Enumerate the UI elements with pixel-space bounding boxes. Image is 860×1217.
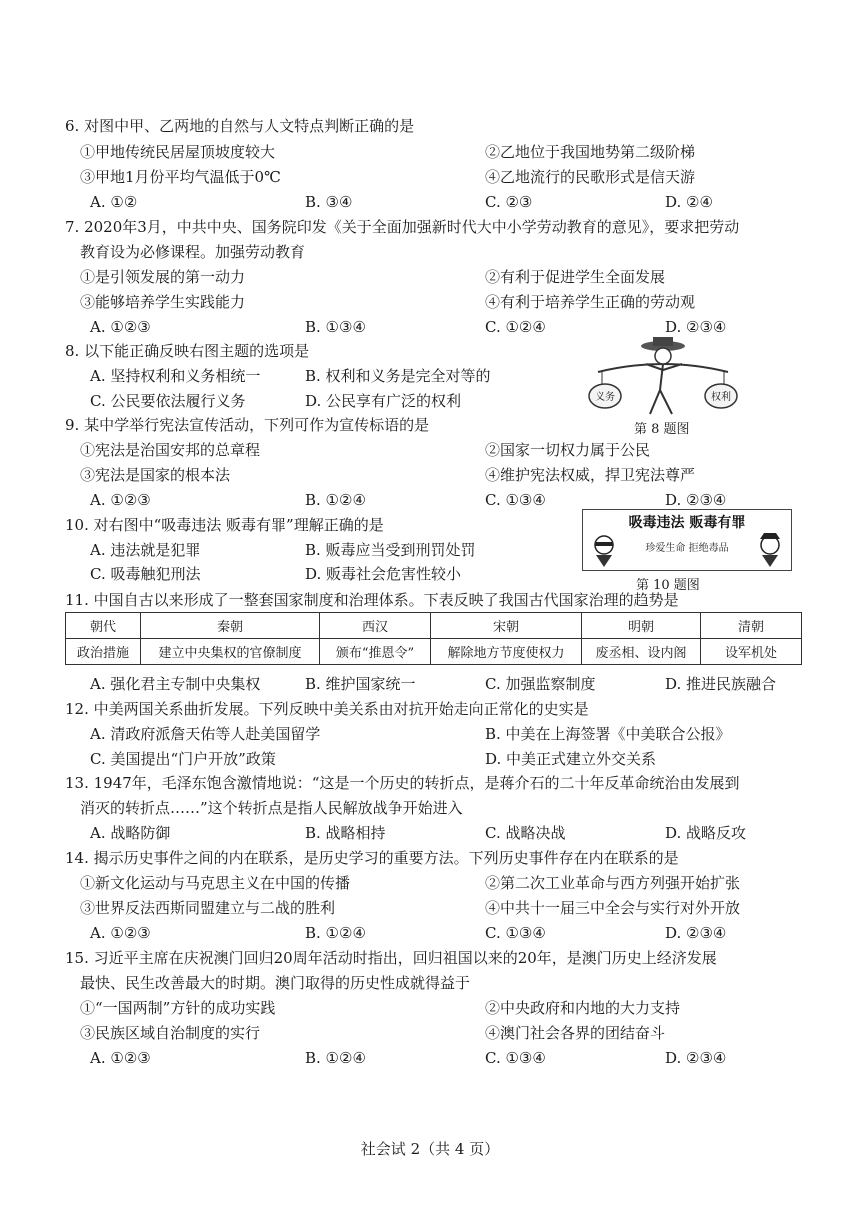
q15-statement-2: ②中央政府和内地的大力支持 bbox=[485, 999, 681, 1017]
page-footer: 社会试 2（共 4 页） bbox=[360, 1140, 500, 1158]
q15-stem-line-2: 最快、民生改善最大的时期。澳门取得的历史性成就得益于 bbox=[80, 974, 471, 992]
q9-option-c: C. ①③④ bbox=[485, 491, 546, 509]
q11-stem: 11. 中国自古以来形成了一整套国家制度和治理体系。下表反映了我国古代国家治理的趋势是 bbox=[65, 591, 679, 609]
q11-table bbox=[65, 612, 802, 665]
table-header-cell: 清朝 bbox=[701, 613, 802, 639]
q15-option-c: C. ①③④ bbox=[485, 1049, 546, 1067]
q9-statement-4: ④维护宪法权威，捍卫宪法尊严 bbox=[485, 466, 696, 484]
q7-statement-3: ③能够培养学生实践能力 bbox=[80, 293, 246, 311]
q15-statement-3: ③民族区域自治制度的实行 bbox=[80, 1024, 261, 1042]
q10-option-c: C. 吸毒触犯刑法 bbox=[90, 565, 201, 583]
q10-option-d: D. 贩毒社会危害性较小 bbox=[305, 565, 462, 583]
q15-option-a: A. ①②③ bbox=[90, 1049, 151, 1067]
table-header-cell: 西汉 bbox=[320, 613, 431, 639]
q13-option-d: D. 战略反攻 bbox=[665, 824, 747, 842]
q14-option-d: D. ②③④ bbox=[665, 924, 727, 942]
q13-stem-line-1: 13. 1947年，毛泽东饱含激情地说：“这是一个历史的转折点，是蒋介石的二十年反革命统治由发展到 bbox=[65, 774, 740, 792]
q14-stem: 14. 揭示历史事件之间的内在联系，是历史学习的重要方法。下列历史事件存在内在联系的是 bbox=[65, 849, 679, 867]
q13-option-b: B. 战略相持 bbox=[305, 824, 386, 842]
table-cell: 废丞相、设内阁 bbox=[582, 639, 701, 665]
table-cell: 解除地方节度使权力 bbox=[431, 639, 582, 665]
table-cell: 设军机处 bbox=[701, 639, 802, 665]
table-cell: 建立中央集权的官僚制度 bbox=[141, 639, 320, 665]
q7-option-c: C. ①②④ bbox=[485, 318, 546, 336]
q7-stem-line-1: 7. 2020年3月，中共中央、国务院印发《关于全面加强新时代大中小学劳动教育的意见》，要求把劳动 bbox=[65, 218, 740, 236]
q9-stem: 9. 某中学举行宪法宣传活动，下列可作为宣传标语的是 bbox=[65, 416, 430, 434]
q6-option-a: A. ①② bbox=[90, 193, 138, 211]
q14-option-c: C. ①③④ bbox=[485, 924, 546, 942]
q6-statement-1: ①甲地传统民居屋顶坡度较大 bbox=[80, 143, 276, 161]
q8-cartoon-figure bbox=[588, 334, 738, 422]
q14-statement-1: ①新文化运动与马克思主义在中国的传播 bbox=[80, 874, 351, 892]
q7-option-a: A. ①②③ bbox=[90, 318, 151, 336]
q7-stem-line-2: 教育设为必修课程。加强劳动教育 bbox=[80, 243, 306, 261]
q8-figure-caption: 第 8 题图 bbox=[634, 422, 690, 437]
q12-option-c: C. 美国提出“门户开放”政策 bbox=[90, 750, 276, 768]
q10-poster-subtitle: 珍爱生命 拒绝毒品 bbox=[645, 543, 729, 554]
q12-option-b: B. 中美在上海签署《中美联合公报》 bbox=[485, 725, 731, 743]
q9-option-b: B. ①②④ bbox=[305, 491, 366, 509]
q9-statement-1: ①宪法是治国安邦的总章程 bbox=[80, 441, 261, 459]
q13-stem-line-2: 消灭的转折点……”这个转折点是指人民解放战争开始进入 bbox=[80, 799, 463, 817]
q13-option-c: C. 战略决战 bbox=[485, 824, 566, 842]
q11-option-c: C. 加强监察制度 bbox=[485, 675, 596, 693]
q6-statement-2: ②乙地位于我国地势第二级阶梯 bbox=[485, 143, 696, 161]
q8-option-a: A. 坚持权利和义务相统一 bbox=[90, 367, 261, 385]
q7-option-d: D. ②③④ bbox=[665, 318, 727, 336]
q8-stem: 8. 以下能正确反映右图主题的选项是 bbox=[65, 342, 310, 360]
q7-option-b: B. ①③④ bbox=[305, 318, 366, 336]
table-header-cell: 宋朝 bbox=[431, 613, 582, 639]
q7-statement-1: ①是引领发展的第一动力 bbox=[80, 268, 246, 286]
q9-option-d: D. ②③④ bbox=[665, 491, 727, 509]
q11-option-a: A. 强化君主专制中央集权 bbox=[90, 675, 261, 693]
q8-cartoon-label-left: 义务 bbox=[595, 392, 615, 403]
q15-option-b: B. ①②④ bbox=[305, 1049, 366, 1067]
table-header-cell: 秦朝 bbox=[141, 613, 320, 639]
q15-statement-1: ①“一国两制”方针的成功实践 bbox=[80, 999, 276, 1017]
q6-option-c: C. ②③ bbox=[485, 193, 533, 211]
q8-cartoon-label-right: 权利 bbox=[711, 392, 731, 403]
table-cell: 颁布“推恩令” bbox=[320, 639, 431, 665]
q9-statement-2: ②国家一切权力属于公民 bbox=[485, 441, 651, 459]
q14-statement-4: ④中共十一届三中全会与实行对外开放 bbox=[485, 899, 741, 917]
q10-stem: 10. 对右图中“吸毒违法 贩毒有罪”理解正确的是 bbox=[65, 516, 384, 534]
q6-option-d: D. ②④ bbox=[665, 193, 713, 211]
q14-option-a: A. ①②③ bbox=[90, 924, 151, 942]
q8-option-b: B. 权利和义务是完全对等的 bbox=[305, 367, 491, 385]
q6-statement-4: ④乙地流行的民歌形式是信天游 bbox=[485, 168, 696, 186]
q7-statement-2: ②有利于促进学生全面发展 bbox=[485, 268, 666, 286]
q7-statement-4: ④有利于培养学生正确的劳动观 bbox=[485, 293, 696, 311]
q8-option-d: D. 公民享有广泛的权利 bbox=[305, 392, 462, 410]
q6-option-b: B. ③④ bbox=[305, 193, 353, 211]
q10-option-b: B. 贩毒应当受到刑罚处罚 bbox=[305, 541, 476, 559]
table-header-cell: 明朝 bbox=[582, 613, 701, 639]
q12-option-a: A. 清政府派詹天佑等人赴美国留学 bbox=[90, 725, 321, 743]
q10-poster-title: 吸毒违法 贩毒有罪 bbox=[628, 515, 746, 531]
table-cell: 政治措施 bbox=[66, 639, 141, 665]
q10-figure-caption: 第 10 题图 bbox=[636, 578, 700, 593]
table-row bbox=[66, 639, 802, 665]
q12-option-d: D. 中美正式建立外交关系 bbox=[485, 750, 657, 768]
q8-option-c: C. 公民要依法履行义务 bbox=[90, 392, 246, 410]
q14-statement-2: ②第二次工业革命与西方列强开始扩张 bbox=[485, 874, 741, 892]
q11-option-b: B. 维护国家统一 bbox=[305, 675, 416, 693]
q11-option-d: D. 推进民族融合 bbox=[665, 675, 777, 693]
q6-statement-3: ③甲地1月份平均气温低于0℃ bbox=[80, 168, 281, 186]
q6-stem: 6. 对图中甲、乙两地的自然与人文特点判断正确的是 bbox=[65, 117, 415, 135]
q10-option-a: A. 违法就是犯罪 bbox=[90, 541, 201, 559]
q15-option-d: D. ②③④ bbox=[665, 1049, 727, 1067]
q13-option-a: A. 战略防御 bbox=[90, 824, 171, 842]
q9-statement-3: ③宪法是国家的根本法 bbox=[80, 466, 231, 484]
q15-stem-line-1: 15. 习近平主席在庆祝澳门回归20周年活动时指出，回归祖国以来的20年，是澳门历史上经济发展 bbox=[65, 949, 717, 967]
table-header-cell: 朝代 bbox=[66, 613, 141, 639]
q12-stem: 12. 中美两国关系曲折发展。下列反映中美关系由对抗开始走向正常化的史实是 bbox=[65, 700, 589, 718]
q15-statement-4: ④澳门社会各界的团结奋斗 bbox=[485, 1024, 666, 1042]
q14-statement-3: ③世界反法西斯同盟建立与二战的胜利 bbox=[80, 899, 336, 917]
q9-option-a: A. ①②③ bbox=[90, 491, 151, 509]
table-row bbox=[66, 613, 802, 639]
q14-option-b: B. ①②④ bbox=[305, 924, 366, 942]
q10-anti-drug-poster bbox=[582, 509, 792, 571]
